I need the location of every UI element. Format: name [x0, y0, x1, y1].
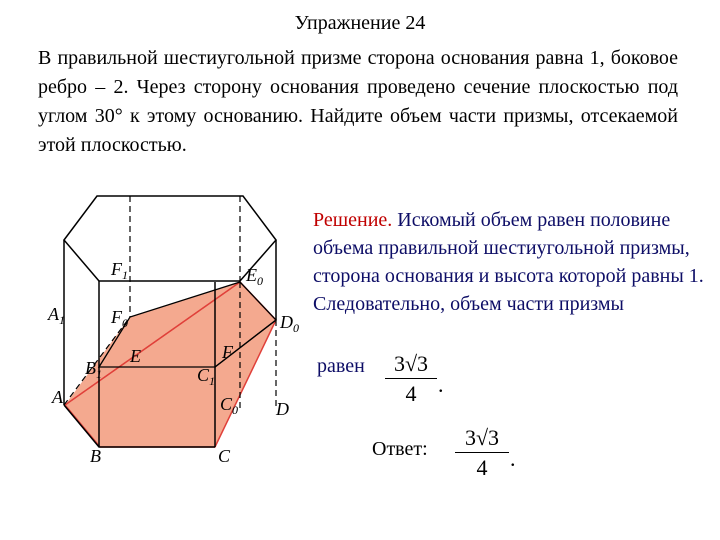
answer-end-dot: . — [510, 446, 516, 471]
label-D0: $D_0$ — [280, 312, 299, 335]
solution-text: Искомый объем равен половине объема правильной шестиугольной призмы, сторона основания и высота которой равны 1. Следовательно, объем части призмы — [313, 209, 704, 315]
answer-fraction-numerator: 3√3 — [464, 425, 500, 450]
solution-fraction-numerator: 3√3 — [393, 351, 429, 376]
solution-fraction-denominator: 4 — [405, 381, 417, 406]
label-A: A — [52, 387, 63, 407]
label-A1: $A_1$ — [48, 304, 65, 327]
label-F0: $F_0$ — [111, 307, 128, 330]
answer-label: Ответ: — [372, 438, 428, 460]
top-hexagon — [64, 196, 276, 281]
exercise-title: Упражнение 24 — [294, 12, 426, 34]
label-B: B — [90, 446, 101, 466]
solution-label: Решение. — [313, 209, 393, 231]
answer-fraction-denominator: 4 — [476, 455, 488, 480]
solution-equals-word: равен — [317, 355, 365, 377]
label-C1: $C_1$ — [197, 365, 216, 388]
label-E0: $E_0$ — [246, 265, 263, 288]
label-F: F — [222, 342, 233, 362]
label-C: C — [218, 446, 231, 466]
label-F1: $F_1$ — [111, 259, 128, 282]
label-C0: $C_0$ — [220, 394, 239, 417]
solution-end-dot: . — [438, 372, 444, 397]
label-D: D — [276, 399, 289, 419]
label-E: E — [130, 346, 141, 366]
label-B1: $B_1$ — [85, 358, 102, 381]
section-polygon — [65, 282, 276, 447]
problem-statement: В правильной шестиугольной призме сторона основания равна 1, боковое ребро – 2. Через сторону основания проведено сечение плоскостью под углом 30° к этому основанию. Найдите объем части призмы, отсекаемой этой плоскостью. — [38, 47, 678, 156]
